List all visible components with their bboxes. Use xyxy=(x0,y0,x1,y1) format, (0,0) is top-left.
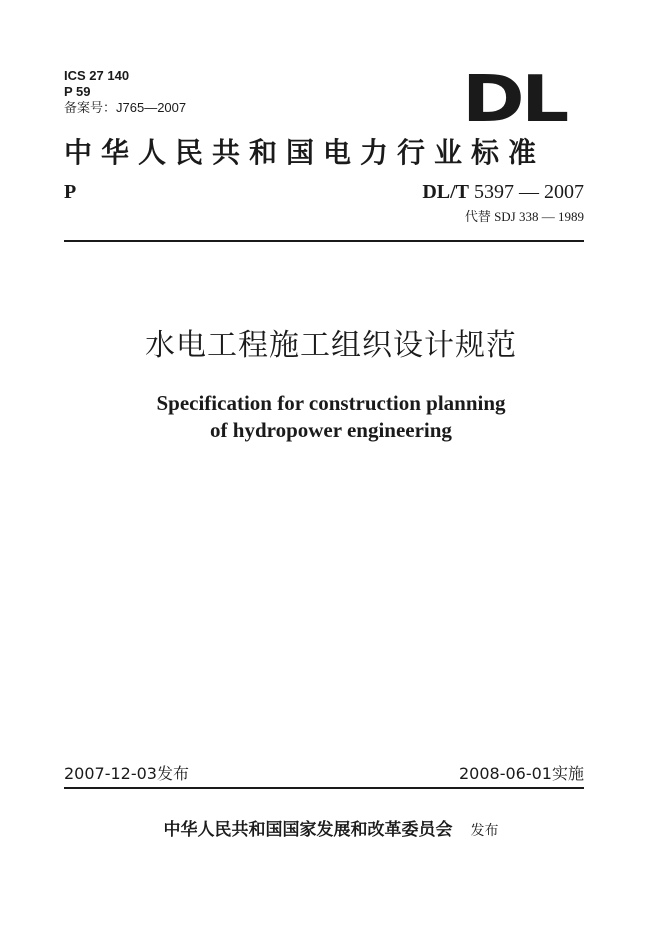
standard-year-number: 5397 — 2007 xyxy=(474,181,584,203)
record-number: 备案号：J765—2007 xyxy=(64,100,187,115)
industry-standard-title: 中华人民共和国电力行业标准 xyxy=(64,136,546,169)
dl-logo: DL xyxy=(462,63,566,137)
issuer-suffix: 发布 xyxy=(470,823,499,839)
ics-code: ICS 27 140 xyxy=(64,68,130,83)
effective-date: 2008-06-01实施 xyxy=(459,764,584,783)
footer-divider xyxy=(64,787,584,789)
standard-number xyxy=(422,180,584,204)
title-english-line1: Specification for construction planning xyxy=(156,391,506,415)
issuer-name: 中华人民共和国国家发展和改革委员会 xyxy=(163,820,453,840)
replaces-standard: 代替 SDJ 338 — 1989 xyxy=(464,209,584,224)
issue-date: 2007-12-03发布 xyxy=(64,764,189,783)
header-divider xyxy=(64,240,584,242)
ccs-code: P 59 xyxy=(64,84,91,99)
issuing-authority xyxy=(0,818,662,843)
classification-letter: P xyxy=(64,181,77,203)
title-chinese: 水电工程施工组织设计规范 xyxy=(145,328,517,363)
title-english-line2: of hydropower engineering xyxy=(210,418,452,442)
standard-code: DL/T xyxy=(422,181,469,203)
